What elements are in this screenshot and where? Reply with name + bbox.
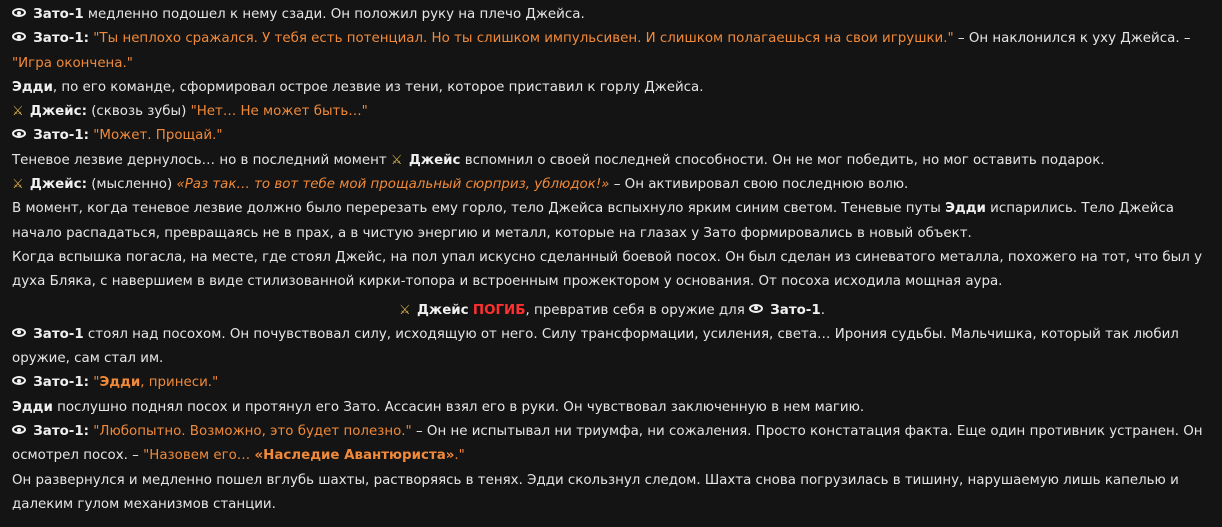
quote-text: "Может. Прощай." xyxy=(89,128,223,144)
speaker-jace: Джейс xyxy=(29,177,82,193)
speaker-colon: : xyxy=(81,177,87,193)
message-text: – Он активировал свою последнюю волю. xyxy=(609,177,909,193)
message-4 xyxy=(12,100,1212,124)
quote-text: "Назовем его… xyxy=(143,448,255,464)
speaker-colon: : xyxy=(83,424,90,440)
message-15 xyxy=(12,469,1212,518)
speaker-zato: Зато-1 xyxy=(770,302,821,318)
eye-icon xyxy=(12,8,26,17)
speaker-zato: Зато-1 xyxy=(33,424,84,440)
item-name: «Наследие Авантюриста» xyxy=(254,448,455,464)
message-text: медленно подошел к нему сзади. Он положил руку на плечо Джейса. xyxy=(83,7,585,22)
speaker-zato: Зато-1 xyxy=(33,326,84,342)
message-text: Когда вспышка погасла, на месте, где стоял Джейс, на пол упал искусно сделанный боевой посох. Он был сделан из синеватого металла, похожего на тот, что был у духа Бляка, с навершием в виде стилизованной кирки-топора и встроенным прожектором у основания. От посоха исходила мощная аура. xyxy=(12,249,1202,290)
message-text: , по его команде, сформировал острое лезвие из тени, которое приставил к горлу Джейса. xyxy=(52,79,704,95)
crossed-swords-icon: ⚔ xyxy=(12,177,23,193)
message-text: Он развернулся и медленно пошел вглубь шахты, растворяясь в тенях. Эдди скользнул следом. Шахта снова погрузилась в тишину, нарушаемую лишь капелью и далеким гулом механизмов станции. xyxy=(12,472,1179,512)
speaker-jace: Джейс xyxy=(408,152,461,168)
message-8 xyxy=(12,197,1212,246)
message-7 xyxy=(12,173,1212,197)
quote-text: "Любопытно. Возможно, это будет полезно." xyxy=(89,424,412,440)
eye-icon xyxy=(12,32,26,41)
message-text: испарились. Тело Джейса начало распадаться, превращаясь не в прах, а в чистую энергию и металл, которые на глазах у Зато формировались в новый объект. xyxy=(12,201,1174,241)
message-1 xyxy=(12,3,1212,27)
eye-icon xyxy=(12,376,26,385)
message-text: Теневое лезвие дернулось… но в последний момент xyxy=(12,152,391,168)
message-text: В момент, когда теневое лезвие должно было перерезать ему горло, тело Джейса вспыхнуло ярким синим светом. Теневые путы xyxy=(12,201,946,217)
message-text: вспомнил о своей последней способности. Он не мог победить, но мог оставить подарок. xyxy=(460,152,1105,168)
eye-icon xyxy=(12,425,26,434)
quote-text: , принеси." xyxy=(140,375,219,391)
message-5 xyxy=(12,124,1212,148)
speaker-zato: Зато-1 xyxy=(33,7,84,22)
speaker-eddy: Эдди xyxy=(12,79,53,95)
message-3 xyxy=(12,76,1212,100)
speaker-colon: : xyxy=(83,31,90,47)
message-11 xyxy=(12,323,1212,372)
message-14 xyxy=(12,420,1212,469)
quote-name: Эдди xyxy=(99,375,141,391)
eye-icon xyxy=(12,129,26,138)
message-text: послушно поднял посох и протянул его Зато. Ассасин взял его в руки. Он чувствовал заключенную в нем магию. xyxy=(52,399,865,415)
message-2 xyxy=(12,27,1212,76)
quote-text: "Игра окончена." xyxy=(12,55,133,71)
message-9 xyxy=(12,246,1212,295)
speaker-zato: Зато-1 xyxy=(33,128,84,144)
message-text: – Он наклонился к уху Джейса. – xyxy=(953,31,1191,47)
crossed-swords-icon: ⚔ xyxy=(12,104,23,120)
message-13 xyxy=(12,396,1212,420)
thought-text: «Раз так… то вот тебе мой прощальный сюрприз, ублюдок!» xyxy=(176,177,610,193)
quote-text: "Ты неплохо сражался. У тебя есть потенциал. Но ты слишком импульсивен. И слишком полагаешься на свои игрушки." xyxy=(89,31,954,47)
speaker-eddy: Эдди xyxy=(945,201,986,217)
death-announcement xyxy=(12,299,1212,323)
speaker-colon: : xyxy=(81,104,87,120)
died-label: ПОГИБ xyxy=(472,302,526,318)
speaker-colon: : xyxy=(83,128,90,144)
speaker-jace: Джейс xyxy=(29,104,82,120)
message-text: – Он не испытывал ни триумфа, ни сожаления. Просто констатация факта. Еще один противник устранен. Он осмотрел посох. – xyxy=(12,424,1203,464)
message-text: стоял над посохом. Он почувствовал силу, исходящую от него. Силу трансформации, усиления, света… Ирония судьбы. Мальчишка, который так любил оружие, сам стал им. xyxy=(12,326,1179,367)
message-text: (мысленно) xyxy=(86,177,177,193)
eye-icon xyxy=(12,328,26,337)
message-text: (сквозь зубы) xyxy=(86,104,191,120)
message-text: , превратив себя в оружие для xyxy=(525,302,750,318)
speaker-zato: Зато-1 xyxy=(33,31,84,47)
speaker-jace: Джейс xyxy=(416,302,469,318)
speaker-eddy: Эдди xyxy=(12,399,53,415)
message-text: . xyxy=(820,302,825,318)
speaker-zato: Зато-1 xyxy=(33,375,84,391)
quote-text: ." xyxy=(454,448,465,464)
message-12 xyxy=(12,371,1212,395)
quote-text: "Нет… Не может быть…" xyxy=(190,104,368,120)
message-6 xyxy=(12,149,1212,173)
eye-icon xyxy=(749,304,763,313)
crossed-swords-icon: ⚔ xyxy=(399,302,410,318)
crossed-swords-icon: ⚔ xyxy=(390,152,402,168)
quote-text: " xyxy=(89,375,100,391)
speaker-colon: : xyxy=(83,375,90,391)
